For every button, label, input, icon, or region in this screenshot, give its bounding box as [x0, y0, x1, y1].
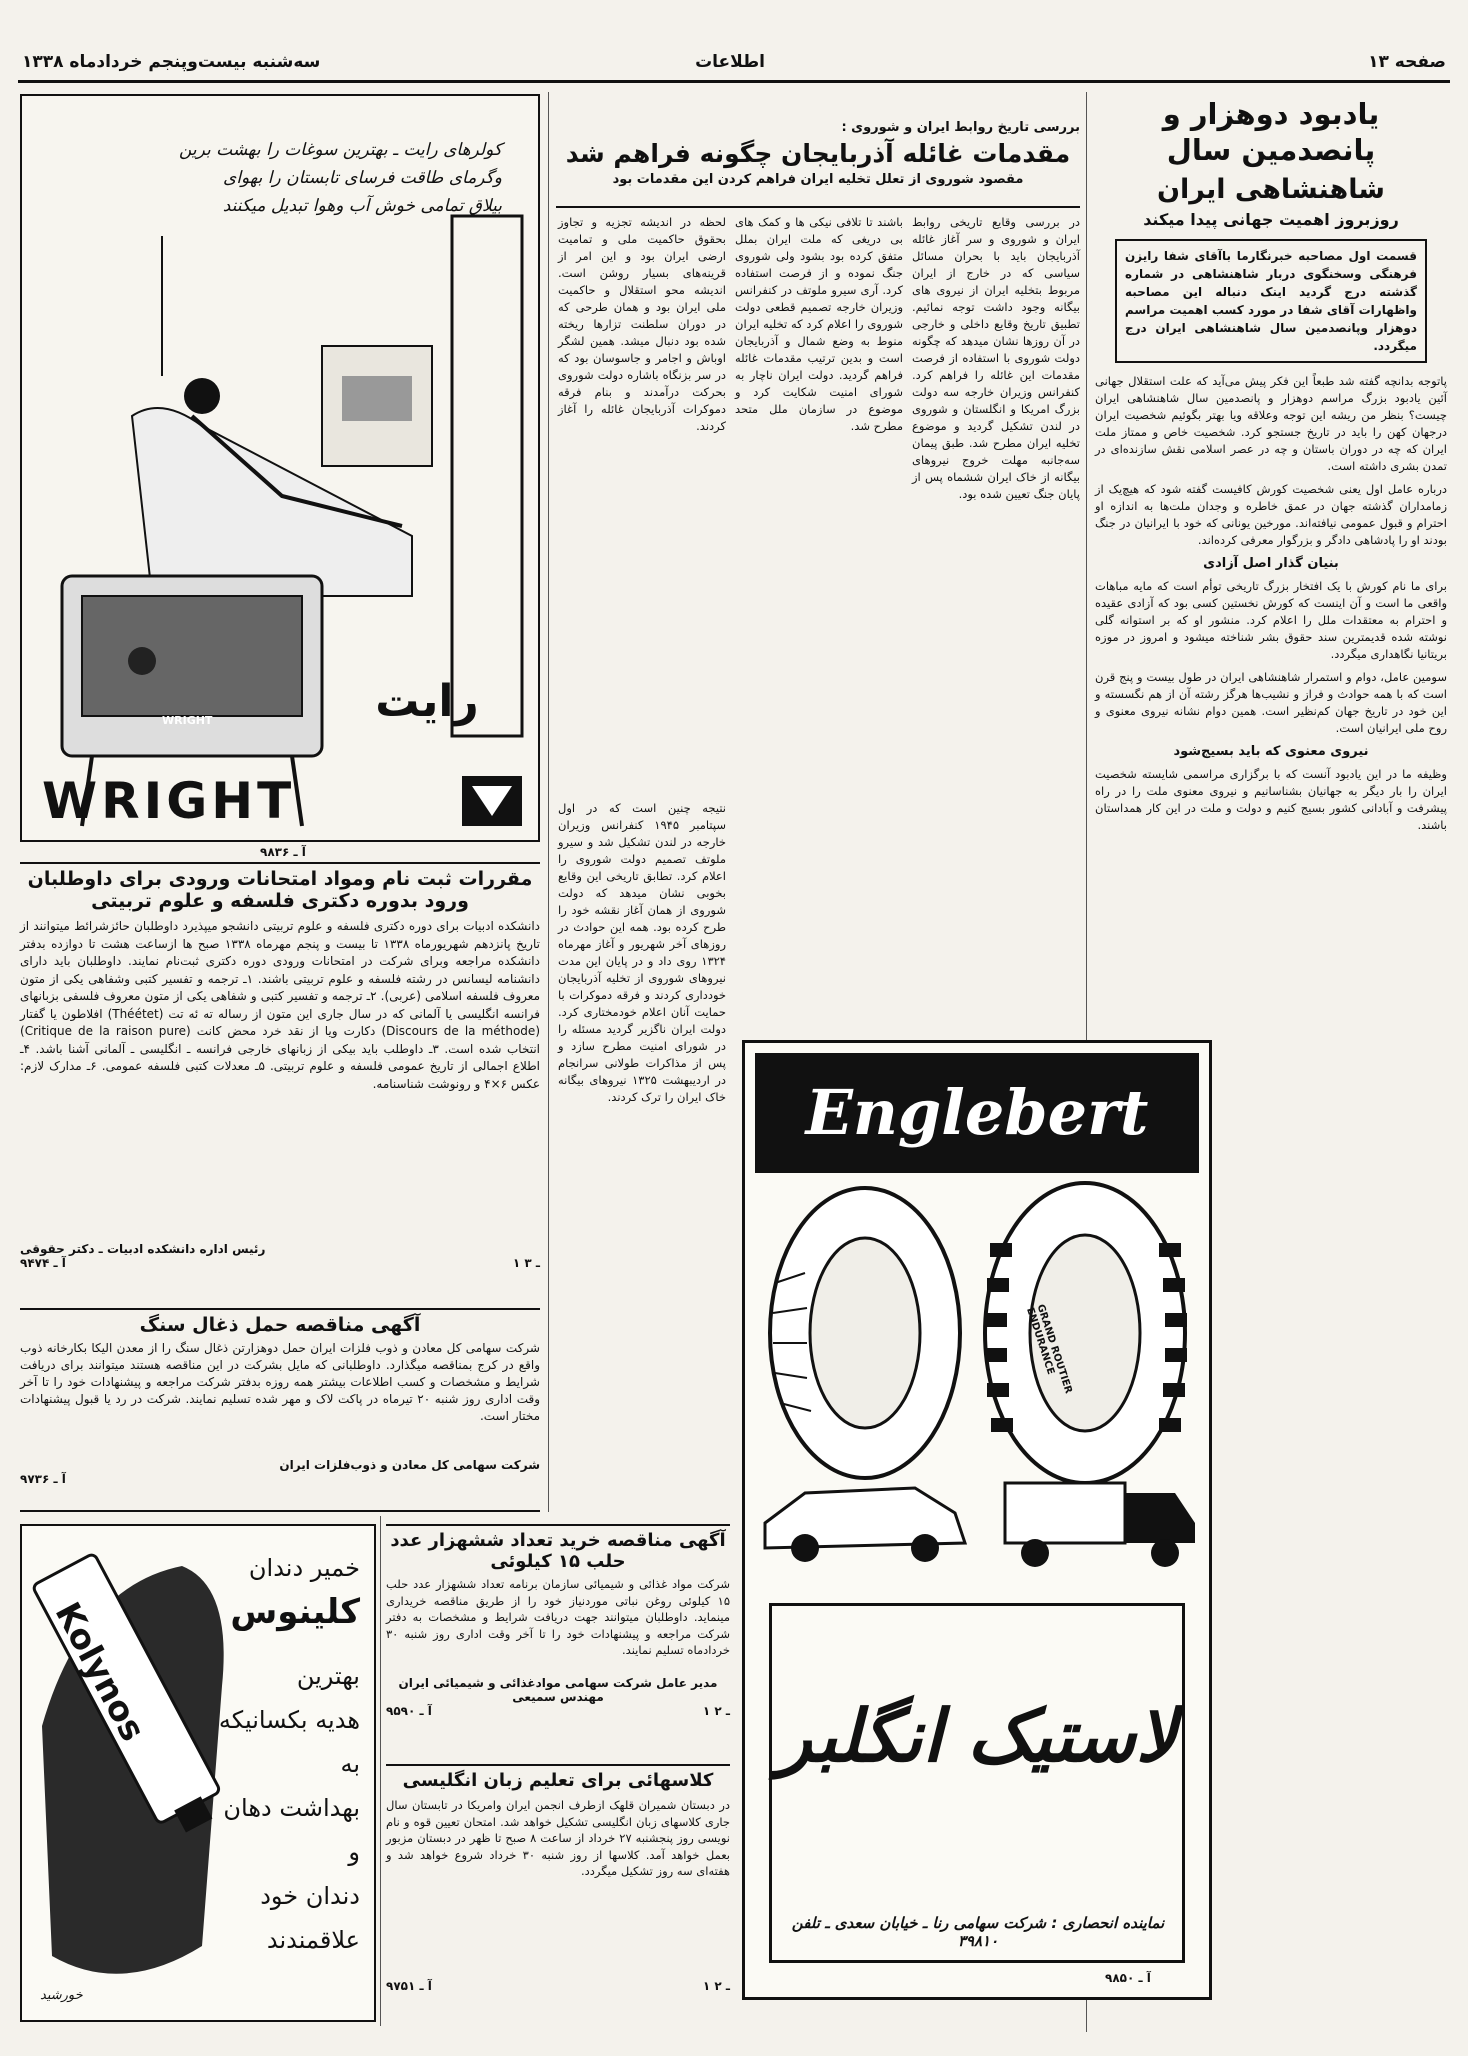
- notice-exam-code: آ ـ ۹۴۷۴: [20, 1256, 66, 1270]
- tender-cans-code: آ ـ ۹۵۹۰: [386, 1704, 432, 1718]
- ad-kolynos-line: بهترین: [296, 1662, 360, 1690]
- notice-exam-body: دانشکده ادبیات برای دوره دکتری فلسفه و علوم تربیتی دانشجو میپذیرد داوطلبان حائزشرائط میتوانند از تاریخ پانزدهم شهریورماه ۱۳۳۸ تا بیست و پنجم مهرماه ۱۳۳۸ صبح ها ازساعت هشت تا دوازده بدفتر دانشکده مراجعه وبرای شرکت در امتحانات ورودی دوره دکتری ثبت‌نام نمایند. داوطلبان باید دارای دانشنامه لیسانس در رشته فلسفه و علوم تربیتی باشند. ۱ـ ترجمه و تفسیر کتبی وشفاهی یکی از متون معروف فلسفه اسلامی (عربی). ۲ـ ترجمه و تفسیر کتبی و شفاهی یکی از متون معروف فلسفی بزبانهای فرانسه انگلیسی یا آلمانی که در سال جاری این متون از رساله ته ئه تت (Théétet) افلاطون یا گفتار (Discours de la méthode) دکارت ویا از نقد خرد محض کانت (Critique de la raison pure) انتخاب شده است. ۳ـ داوطلب باید بیکی از زبانهای خارجی فرانسه ـ انگلیسی ـ آلمانی آشنا باشد. ۴ـ اطلاع اجمالی از تاریخ عمومی فلسفه و علوم تربیتی. ۵ـ معدلات کتبی فلسفه عمومی. ۶ـ مدارک لازم: عکس ۶×۴ و رونوشت شناسنامه.: [20, 919, 541, 1091]
- tender-coal-code: آ ـ ۹۷۳۶: [20, 1472, 66, 1486]
- tender-coal-title: آگهی مناقصه حمل ذغال سنگ: [139, 1314, 421, 1336]
- ad-englebert-code: آ ـ ۹۸۵۰: [1105, 1971, 1151, 1985]
- ad-wright: [20, 94, 540, 842]
- tender-cans-code: ۱ ـ ۲: [702, 1704, 730, 1718]
- ad-wright-slogan: بیلاق تمامی خوش آب وهوا تبدیل میکنند: [222, 196, 502, 216]
- ad-wright-unit-label: WRIGHT: [162, 714, 213, 727]
- header-date: سه‌شنبه بیست‌وپنجم خردادماه ۱۳۳۸: [22, 52, 321, 72]
- ad-englebert: [742, 1040, 1212, 2000]
- article-shah-paragraph: پاتوجه بدانچه گفته شد طبعاً این فکر پیش می‌آید که علت استقلال جهانی آئین یادبود بزرگ مراسم دوهزار و پانصدمین سال شاهنشاهی ایران چیست؟ بنظر من ریشه این توجه وعلاقه ویا بهتر بگوئیم شخصیت ایران درجهان کهن را باید در تاریخ جستجو کرد. شخصیت خاص و ممتاز ملت ایران که چه در دوران باستان و چه در عصر اسلامی نقش سازنده‌ای در تمدن بشری داشته است.: [1095, 374, 1447, 473]
- article-azer-subtitle: مقصود شوروی از تعلل تخلیه ایران فراهم کردن این مقدمات بود: [612, 172, 1024, 187]
- notice-exam-title: ورود بدوره دکتری فلسفه و علوم تربیتی: [91, 890, 469, 912]
- notice-exam: [20, 862, 540, 1302]
- ad-wright-slogan: وگرمای طاقت فرسای تابستان را بهوای: [223, 168, 502, 188]
- ad-kolynos-brand-fa: کلینوس: [230, 1592, 360, 1632]
- article-shah-title-1: یادبود دوهزار و پانصدمین سال: [1162, 97, 1380, 167]
- tender-cans-signature: مهندس سمیعی: [512, 1690, 604, 1704]
- ad-english: [386, 1764, 730, 2026]
- tender-cans-body: شرکت مواد غذائی و شیمیائی سازمان برنامه تعداد ششهزار عدد حلب ۱۵ کیلوئی روغن نباتی موردنیاز خود را از طریق مناقصه خریداری مینماید. داوطلبان میتوانند جهت دریافت شرایط و مشخصات به دفتر شرکت مراجعه و پیشنهادات خود را تا آخر وقت اداری روز شنبه ۳۰ خردادماه تسلیم نمایند.: [386, 1577, 730, 1657]
- ad-english-title: کلاسهائی برای تعلیم زبان انگلیسی: [402, 1770, 714, 1791]
- article-shah-paragraph: برای ما نام کورش با یک افتخار بزرگ تاریخی توأم است که مایه مباهات واقعی ما است و آن اینست که کورش نخستین کسی بود که آزادی عقیده و احترام به معتقدات ملل را اعلام کرد. منشور او که بر استوانه گلی نوشته شده قدیمترین سند حقوق بشر شناخته میشود و امروز در موزه بریتانیا نگاهداری میگردد.: [1095, 579, 1447, 661]
- header-paper-name: اطلاعات: [695, 52, 765, 72]
- article-shah-subtitle: روزبروز اهمیت جهانی پیدا میکند: [1143, 210, 1399, 229]
- header-rule: [18, 80, 1450, 83]
- ad-wright-brand-fa: رایت: [375, 676, 479, 727]
- tender-coal-body: شرکت سهامی کل معادن و ذوب فلزات ایران حمل دوهزارتن ذغال سنگ را از معدن الیکا بکارخانه ذوب واقع در کرج بمناقصه میگذارد. داوطلبانی که مایل بشرکت در این مناقصه هستند میتوانند برای دریافت شرایط و مشخصات و کسب اطلاعات بیشتر همه روزه بدفتر شرکت مراجعه و پیشنهادات خود را تا آخر وقت اداری روز شنبه ۲۰ تیرماه در پاکت لاک و مهر شده تسلیم نمایند. شرکت در رد یا قبول پیشنهادات مختار است.: [20, 1341, 541, 1423]
- ad-englebert-brand-en: Englebert: [805, 1076, 1149, 1149]
- tender-cans-title: حلب ۱۵ کیلوئی: [490, 1551, 626, 1572]
- ad-kolynos-line: هدیه بکسانیکه به: [218, 1706, 360, 1778]
- ad-english-code: ۱ ـ ۲: [702, 1979, 730, 1993]
- ad-english-body: در دبستان شمیران قلهک ازطرف انجمن ایران وامریکا در تابستان سال جاری کلاسهای زبان انگلیسی تشکیل خواهد شد. امتحان تعیین قوه و نام نویسی روز پنجشنبه ۲۷ خرداد از ساعت ۸ صبح تا ظهر در دبستان مزبور بعمل خواهد آمد. کلاسها از روز شنبه ۳۰ خرداد شروع خواهد شد و هفته‌ای سه روز تشکیل میگردد.: [386, 1798, 730, 1878]
- tender-cans-title: آگهی مناقصه خرید تعداد ششهزار عدد: [390, 1530, 726, 1551]
- notice-exam-code: ۱ ـ ۳: [512, 1256, 540, 1270]
- notice-exam-signature: رئیس اداره دانشکده ادبیات ـ دکتر حقوقی: [20, 1242, 266, 1256]
- ad-kolynos-line: دندان خود علاقمندند: [260, 1882, 360, 1954]
- ad-englebert-tires-illustration: [745, 1183, 1209, 1583]
- ad-kolynos: [20, 1524, 376, 2022]
- header-page-number: صفحه ۱۳: [1368, 52, 1446, 72]
- article-azer-column-3: لحظه در اندیشه تجزیه و تجاوز بحقوق حاکمیت ملی و تمامیت ارضی ایران بود و این امر از قرینه‌های بسیار روشن است. اندیشه محو استقلال و حاکمیت ملی ایران بود و همان طرحی که در دوران سلطنت تزارها ریخته شده بود دنبال میشد. همین لشگر اوباش و اجامر و جاسوسان بود که در سر بزنگاه باشاره دولت شوروی بحرکت درآمدند و بنام فرقه دموکرات آذربایجان غائله را آغاز کردند.: [558, 215, 726, 433]
- tender-coal-signature: شرکت سهامی کل معادن و ذوب‌فلزات ایران: [279, 1458, 540, 1472]
- notice-exam-title: مقررات ثبت نام ومواد امتحانات ورودی برای داوطلبان: [27, 868, 533, 890]
- ad-kolynos-line: بهداشت دهان و: [223, 1794, 360, 1866]
- ad-wright-slogan: کولرهای رایت ـ بهترین سوغات را بهشت برین: [178, 140, 502, 160]
- ad-englebert-tire-text: GRAND ROUTIER ENDURANCE: [1024, 1303, 1074, 1396]
- ad-english-code: آ ـ ۹۷۵۱: [386, 1979, 432, 1993]
- article-shah-subhead: نیروی معنوی که باید بسیج‌شود: [1173, 744, 1369, 759]
- article-azer-rule: [556, 206, 1080, 208]
- article-shah-intro-box: قسمت اول مصاحبه خبرنگارما باآقای شفا رایزن فرهنگی وسخنگوی دربار شاهنشاهی در شماره گذشته درج گردید اینک دنباله این مصاحبه واظهارات آقای شفا در مورد کسب اهمیت مراسم دوهزار وپانصدمین سال شاهنشاهی ایران درج میگردد.: [1115, 239, 1427, 363]
- ad-englebert-agent: نماینده انحصاری : شرکت سهامی رنا ـ خیابان سعدی ـ تلفن ۳۹۸۱۰: [791, 1914, 1165, 1950]
- article-shah-paragraph: سومین عامل، دوام و استمرار شاهنشاهی ایران در طول بیست و پنج قرن است که با همه حوادث و فراز و نشیب‌ها هرگز رشته آن از هم نگسسته و این خود در تاریخ جهان کم‌نظیر است. همین دوام نشانه نیروی معنوی و روح ملی ایرانیان است.: [1095, 670, 1447, 735]
- article-shah-title-2: شاهنشاهی ایران: [1157, 174, 1385, 205]
- ad-wright-logo-icon: [462, 776, 522, 826]
- article-shah-subhead: بنیان گذار اصل آزادی: [1203, 556, 1339, 571]
- ad-kolynos-signature: خورشید: [40, 1988, 83, 2003]
- ad-wright-brand-en: WRIGHT: [42, 772, 296, 830]
- tender-cans-signature: مدیر عامل شرکت سهامی موادغذائی و شیمیائی ایران: [398, 1676, 718, 1690]
- ad-kolynos-label: خمیر دندان: [248, 1554, 360, 1582]
- article-azer-column-1: در بررسی وقایع تاریخی روابط ایران و شوروی و سر آغاز غائله آذربایجان باید با بحران مسائل سیاسی که در خارج از ایران مربوط بتخلیه ایران از نیروی های بیگانه وجود داشت توجه نمائیم. تطبیق تاریخ وقایع داخلی و خارجی در آن روزها نشان میدهد که چگونه دولت شوروی با استفاده از فرصت مقدمات این غائله را فراهم کرد. کنفرانس وزیران خارجه سه دولت بزرگ امریکا و انگلستان و شوروی در لندن تشکیل گردید و موضوع تخلیه ایران مطرح شد. طبق پیمان سه‌جانبه مهلت خروج نیروهای بیگانه از خاک ایران ششماه پس از پایان جنگ تعیین شده بود.: [912, 215, 1080, 501]
- ad-kolynos-brand-en: Kolynos: [46, 1596, 153, 1748]
- article-azer-column-3-bottom: نتیجه چنین است که در اول سپتامبر ۱۹۴۵ کنفرانس وزیران خارجه در لندن تشکیل شد و سیرو ملوتف تصمیم دولت شوروی را اعلام کرد. تطابق تاریخی این وقایع بخوبی نشان میدهد که دولت شوروی از همان آغاز نقشه خود را طرح کرده بود. همه این حوادث در روزهای آخر شهریور و آغاز مهرماه ۱۳۲۴ روی داد و در پایان این مدت نیروهای شوروی از تخلیه آذربایجان خودداری کردند و فرقه دموکرات با حمایت آنان اعلام خودمختاری کرد. دولت ایران ناگزیر گردید مسئله را در شورای امنیت مطرح سازد و پس از مذاکرات طولانی سرانجام در اردیبهشت ۱۳۲۵ نیروهای بیگانه خاک ایران را ترک کردند.: [558, 801, 726, 1104]
- tender-cans: [386, 1524, 730, 1756]
- ad-englebert-banner: [755, 1053, 1199, 1173]
- ad-englebert-brand-fa: لاستیک انگلبر: [777, 1693, 1177, 1778]
- article-azer-column-2: باشند تا تلافی نیکی ها و کمک های بی دریغی که ملت ایران بملل متفق کرده بود بشود ولی شوروی جنگ نموده و از فرصت استفاده کرد. آری سیرو ملوتف در کنفرانس وزیران خارجه تصمیم قطعی دولت شوروی را اعلام کرد که تخلیه ایران منوط به وضع شمال و آذربایجان است و بدین ترتیب مقدمات غائله فراهم گردید. دولت ایران ناچار به شورای امنیت شکایت کرد و موضوع در سازمان ملل متحد مطرح شد.: [735, 215, 903, 433]
- tender-coal: [20, 1308, 540, 1512]
- article-shah-paragraph: درباره عامل اول یعنی شخصیت کورش کافیست گفته شود که هیچ‌یک از زمامداران گذشته جهان در عمق خاطره و وجدان ملت‌ها به اندازه او احترام و قبول عمومی نیافته‌اند. مورخین یونانی که خود با ایرانیان در جنگ بودند او را پادشاهی دادگر و بزرگوار معرفی کرده‌اند.: [1095, 482, 1447, 547]
- article-azer-title: مقدمات غائله آذربایجان چگونه فراهم شد: [565, 139, 1071, 168]
- column-divider: [548, 92, 549, 1512]
- article-shah-paragraph: وظیفه ما در این یادبود آنست که با برگزاری مراسمی شایسته شخصیت ایران را بار دیگر به جهانیان بشناسانیم و نیروی معنوی ملت را در راه پیشرفت و آبادانی کشور بسیج کنیم و دولت و ملت در این کار همداستان باشند.: [1095, 767, 1447, 832]
- column-divider: [380, 1516, 381, 2026]
- ad-wright-code: آ ـ ۹۸۳۶: [260, 845, 306, 859]
- ad-englebert-box: [769, 1603, 1185, 1963]
- article-azer-kicker: بررسی تاریخ روابط ایران و شوروی :: [841, 120, 1080, 135]
- ad-wright-illustration: [22, 96, 538, 840]
